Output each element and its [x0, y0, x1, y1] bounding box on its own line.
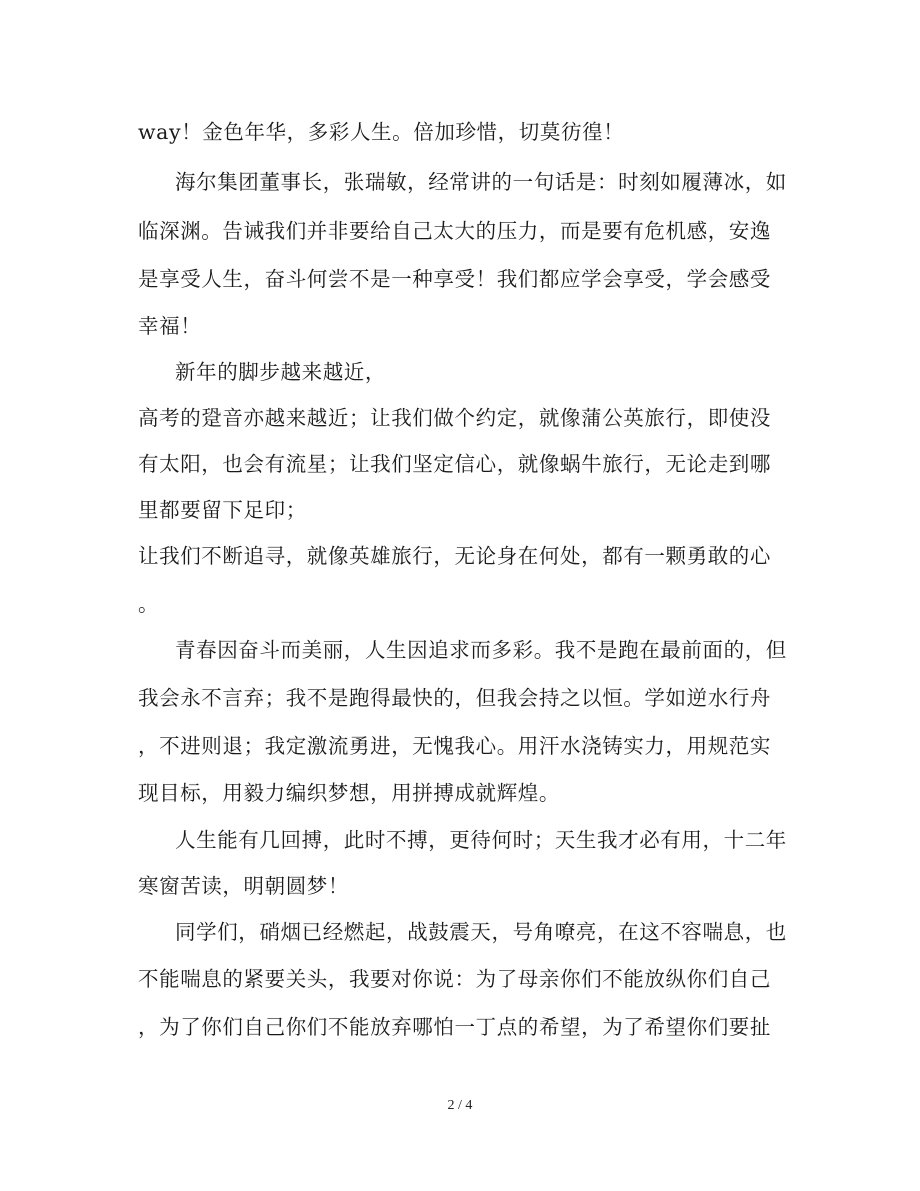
text-line: 是享受人生，奋斗何尝不是一种享受！我们都应学会享受，学会感受 — [138, 267, 771, 291]
text-line: 临深渊。告诫我们并非要给自己太大的压力，而是要有危机感，安逸 — [138, 219, 771, 243]
text-line: 现目标，用毅力编织梦想，用拼搏成就辉煌。 — [138, 781, 560, 805]
text-line: 让我们不断追寻，就像英雄旅行，无论身在何处，都有一颗勇敢的心 — [138, 544, 771, 568]
text-line: 有太阳，也会有流星；让我们坚定信心，就像蜗牛旅行，无论走到哪 — [138, 452, 771, 476]
text-line: ，不进则退；我定激流勇进，无愧我心。用汗水浇铸实力，用规范实 — [138, 734, 771, 758]
page-number: 2 / 4 — [447, 1098, 473, 1113]
text-line: 新年的脚步越来越近， — [175, 360, 386, 384]
text-line: 寒窗苦读，明朝圆梦！ — [138, 874, 349, 898]
text-line: ，为了你们自己你们不能放弃哪怕一丁点的希望，为了希望你们要扯 — [138, 1015, 771, 1039]
text-line: 同学们，硝烟已经燃起，战鼓震天，号角嘹亮，在这不容喘息，也 — [175, 920, 787, 944]
text-line: 里都要留下足印； — [138, 498, 307, 522]
text-line: 青春因奋斗而美丽，人生因追求而多彩。我不是跑在最前面的，但 — [175, 638, 787, 662]
text-line: way！金色年华，多彩人生。倍加珍惜，切莫彷徨！ — [138, 120, 625, 144]
text-line: 高考的跫音亦越来越近；让我们做个约定，就像蒲公英旅行，即使没 — [138, 406, 771, 430]
text-line: 人生能有几回搏，此时不搏，更待何时；天生我才必有用，十二年 — [175, 828, 787, 852]
text-line: 海尔集团董事长，张瑞敏，经常讲的一句话是：时刻如履薄冰，如 — [175, 170, 787, 194]
text-line: 不能喘息的紧要关头，我要对你说：为了母亲你们不能放纵你们自己 — [138, 967, 771, 991]
text-line: 幸福！ — [138, 314, 202, 338]
text-line: 我会永不言弃；我不是跑得最快的，但我会持之以恒。学如逆水行舟 — [138, 686, 771, 710]
text-line: 。 — [138, 592, 160, 616]
